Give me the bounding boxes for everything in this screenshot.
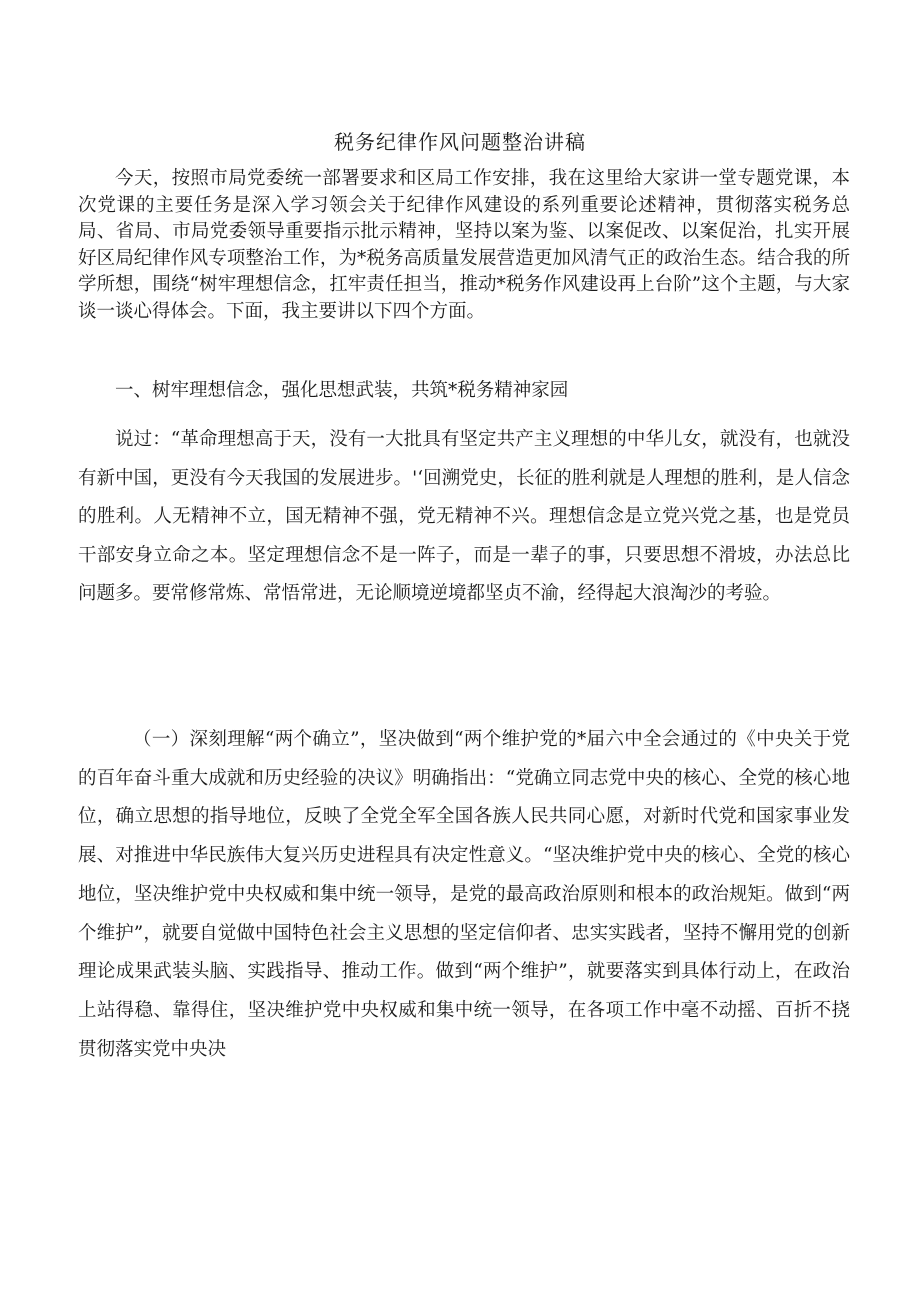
quote-paragraph: 说过：“革命理想高于天，没有一大批具有坚定共产主义理想的中华儿女，就没有，也就没有新中国，更没有今天我国的发展进步。'‘回溯党史，长征的胜利就是人理想的胜利，是人信念的胜利。人无精神不立，国无精神不强，党无精神不兴。理想信念是立党兴党之基，也是党员干部安身立命之本。坚定理想信念不是一阵子，而是一辈子的事，只要思想不滑坡，办法总比问题多。要常修常炼、常悟常进，无论顺境逆境都坚贞不渝，经得起大浪淘沙的考验。 — [78, 429, 850, 604]
intro-paragraph: 今天，按照市局党委统一部署要求和区局工作安排，我在这里给大家讲一堂专题党课，本次党课的主要任务是深入学习领会关于纪律作风建设的系列重要论述精神，贯彻落实税务总局、省局、市局党委领导重要指示批示精神，坚持以案为鉴、以案促改、以案促治，扎实开展好区局纪律作风专项整治工作，为*税务高质量发展营造更加风清气正的政治生态。结合我的所学所想，围绕“树牢理想信念，扛牢责任担当，推动*税务作风建设再上台阶”这个主题，与大家谈一谈心得体会。下面，我主要讲以下四个方面。 — [78, 168, 850, 322]
subsection-paragraph-1: （一）深刻理解“两个确立”，坚决做到“两个维护党的*届六中全会通过的《中央关于党的百年奋斗重大成就和历史经验的决议》明确指出：“党确立同志党中央的核心、全党的核心地位，确立思想的指导地位，反映了全党全军全国各族人民共同心愿，对新时代党和国家事业发展、对推进中华民族伟大复兴历史进程具有决定性意义。“坚决维护党中央的核心、全党的核心地位，坚决维护党中央权威和集中统一领导，是党的最高政治原则和根本的政治规矩。做到“两个维护”，就要自觉做中国特色社会主义思想的坚定信仰者、忠实实践者，坚持不懈用党的创新理论成果武装头脑、实践指导、推动工作。做到“两个维护”，就要落实到具体行动上，在政治上站得稳、靠得住，坚决维护党中央权威和集中统一领导，在各项工作中毫不动摇、百折不挠贯彻落实党中央决 — [78, 729, 850, 1060]
section-heading-1: 一、树牢理想信念，强化思想武装，共筑*税务精神家园 — [115, 380, 569, 401]
document-title: 税务纪律作风问题整治讲稿 — [334, 130, 586, 154]
